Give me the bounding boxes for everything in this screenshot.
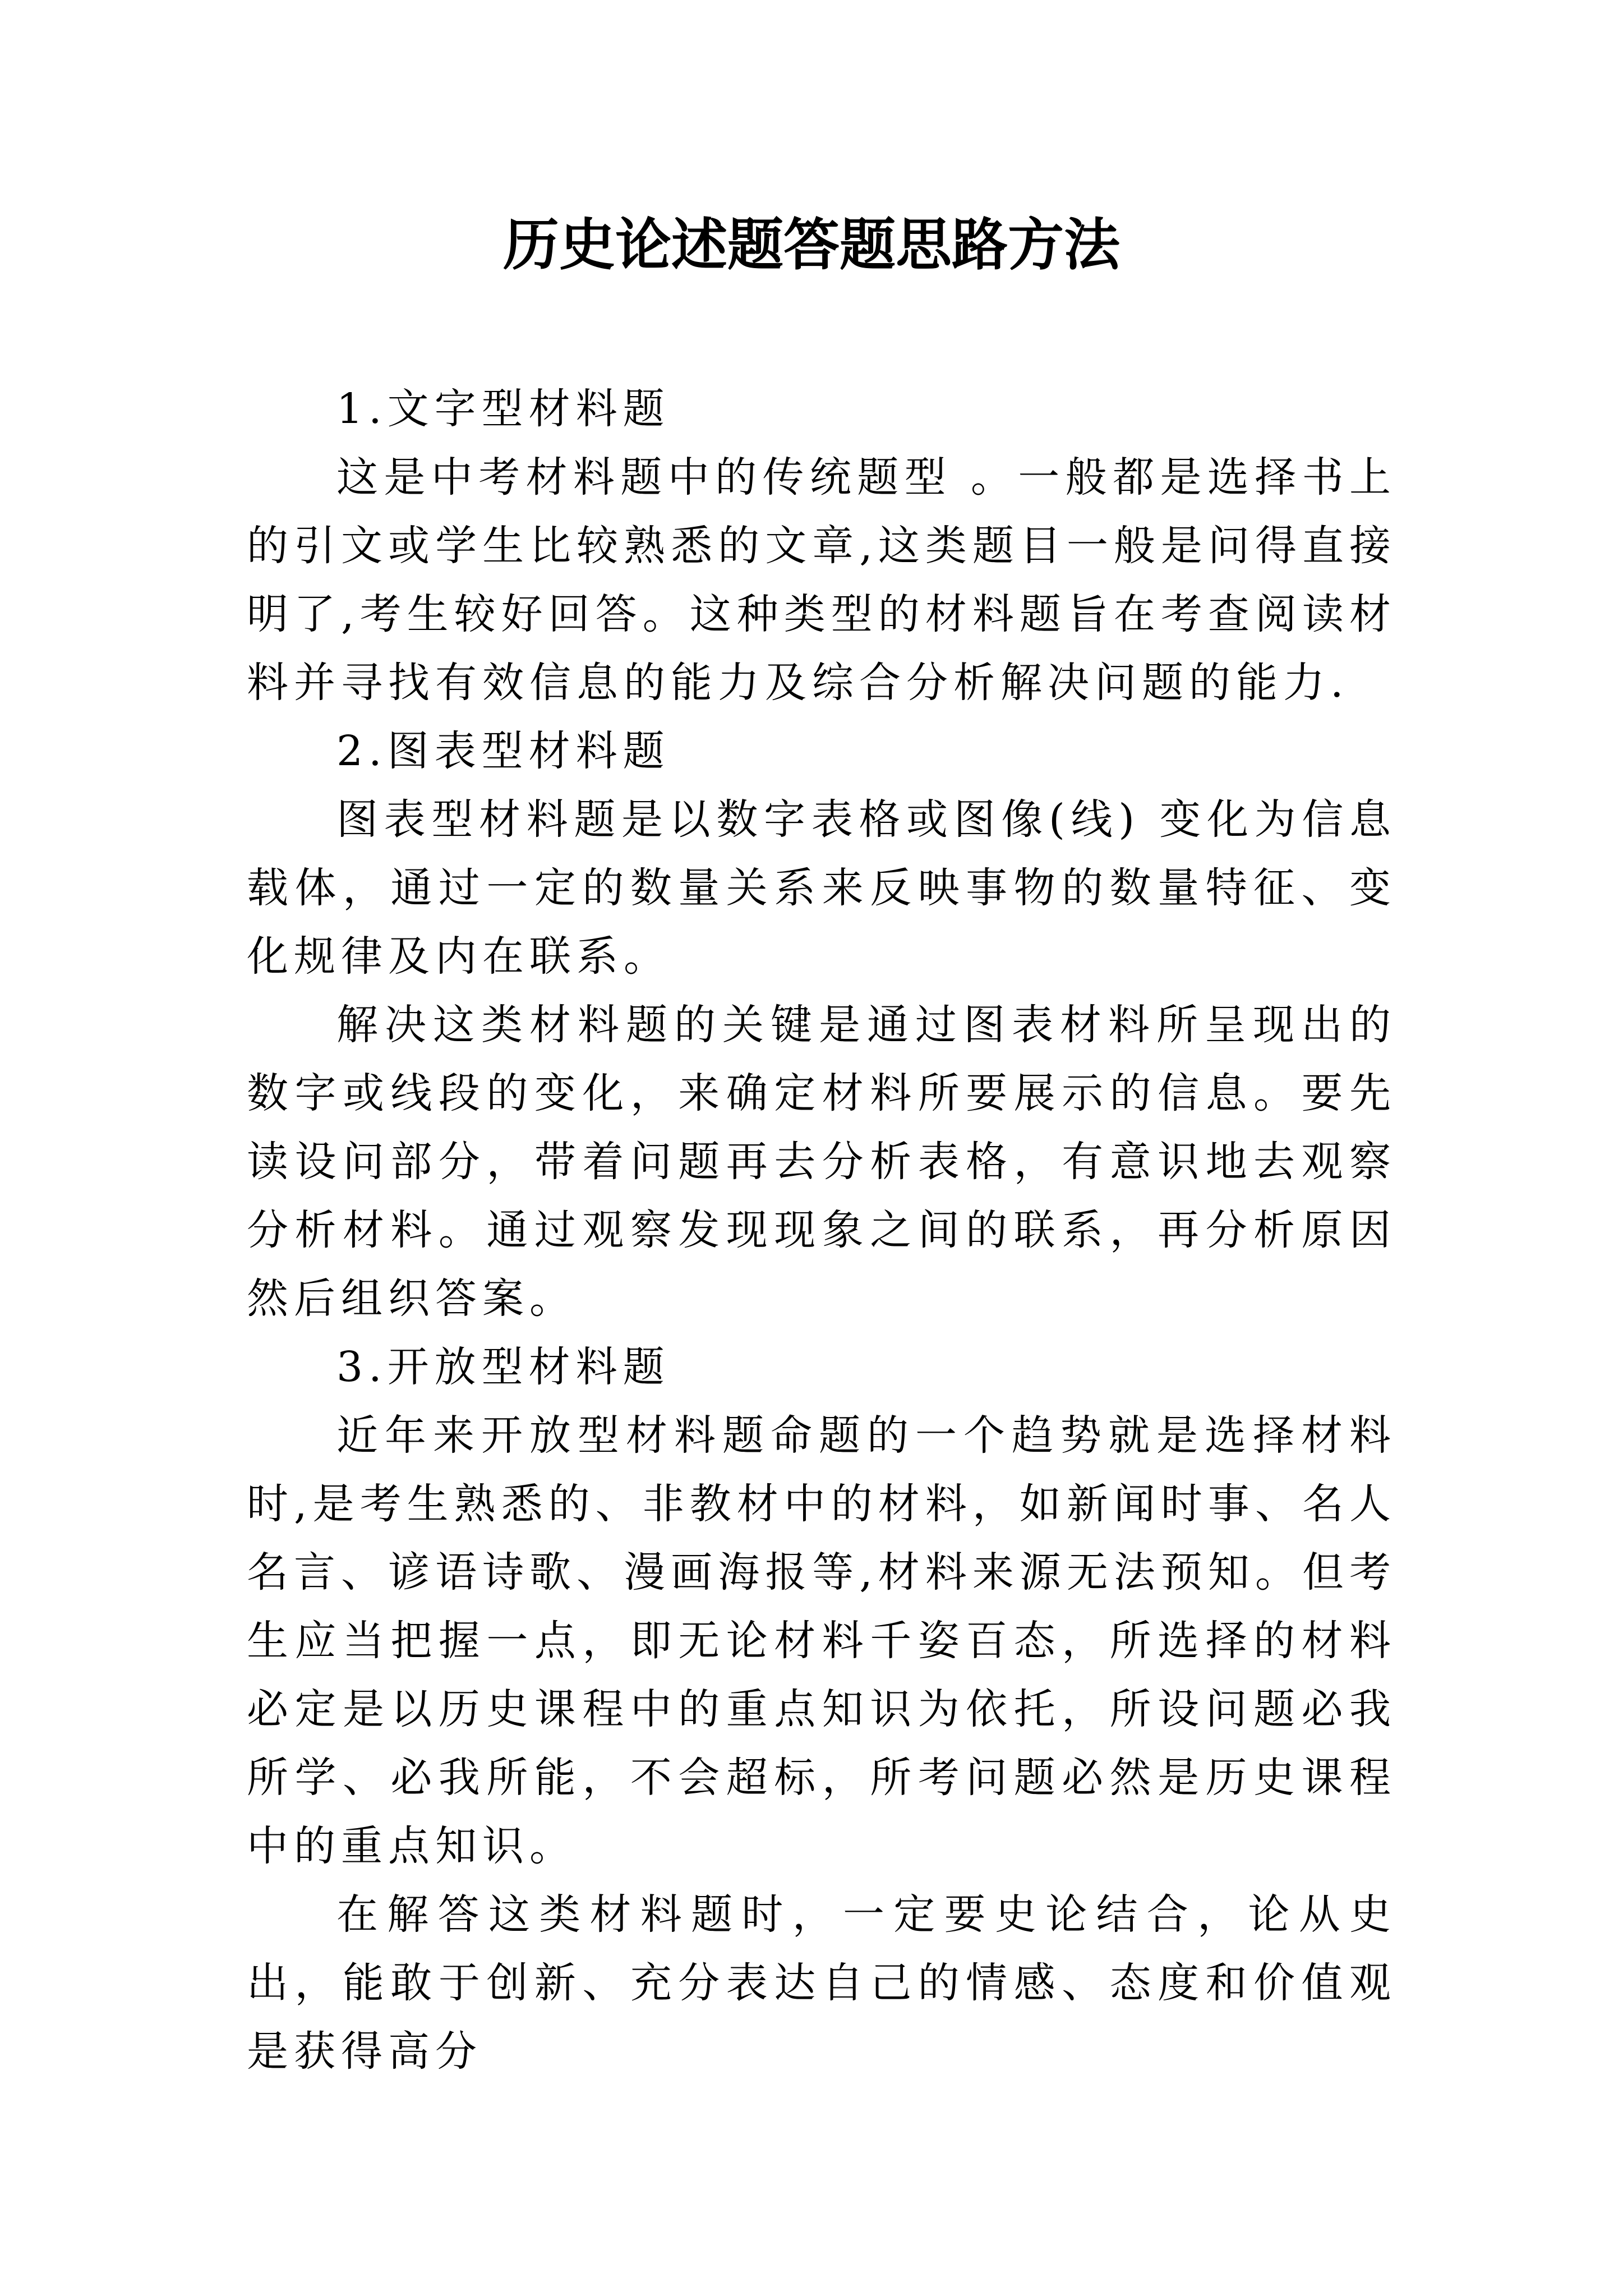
paragraph-open-material-trend: 近年来开放型材料题命题的一个趋势就是选择材料时,是考生熟悉的、非教材中的材料，如新闻时事、名人名言、谚语诗歌、漫画海报等,材料来源无法预知。但考生应当把握一点，即无论材料千姿百态，所选择的材料必定是以历史课程中的重点知识为依托，所设问题必我所学、必我所能，不会超标，所考问题必然是历史课程中的重点知识。 <box>247 1411 1396 1870</box>
paragraph-chart-material-definition: 图表型材料题是以数字表格或图像(线) 变化为信息载体，通过一定的数量关系来反映事物的数量特征、变化规律及内在联系。 <box>247 795 1396 981</box>
heading-text-material-question: 1.文字型材料题 <box>336 385 670 433</box>
document-title: 历史论述题答题思路方法 <box>503 211 1120 278</box>
document-body <box>247 375 1396 2086</box>
paragraph-open-material-answering: 在解答这类材料题时，一定要史论结合，论从史出，能敢于创新、充分表达自己的情感、态度和价值观是获得高分 <box>247 1890 1396 2076</box>
paragraph-chart-material-method: 解决这类材料题的关键是通过图表材料所呈现出的数字或线段的变化，来确定材料所要展示的信息。要先读设问部分，带着问题再去分析表格，有意识地去观察分析材料。通过观察发现现象之间的联系，再分析原因然后组织答案。 <box>247 1001 1396 1323</box>
heading-open-material-question: 3.开放型材料题 <box>336 1343 670 1391</box>
heading-chart-material-question: 2.图表型材料题 <box>336 727 670 775</box>
paragraph-text-material-intro: 这是中考材料题中的传统题型 。一般都是选择书上的引文或学生比较熟悉的文章,这类题目一般是问得直接明了,考生较好回答。这种类型的材料题旨在考查阅读材料并寻找有效信息的能力及综合分析解决问题的能力. <box>247 453 1396 707</box>
